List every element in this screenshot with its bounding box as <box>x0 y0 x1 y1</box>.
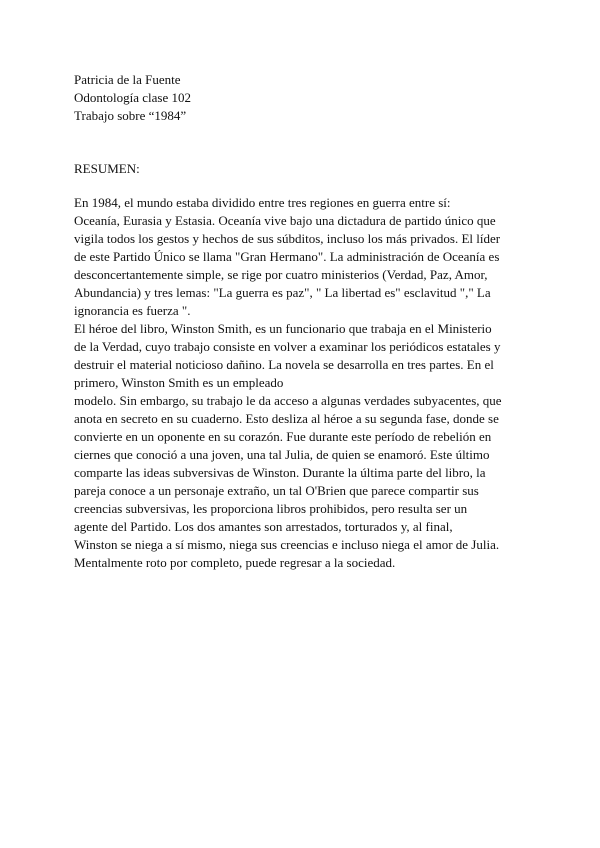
summary-line: vigila todos los gestos y hechos de sus súbditos, incluso los más privados. El líder <box>74 231 501 246</box>
summary-line: de este Partido Único se llama "Gran Hermano". La administración de Oceanía es <box>74 249 500 264</box>
summary-line: destruir el material noticioso dañino. La novela se desarrolla en tres partes. En el <box>74 357 494 372</box>
summary-line: En 1984, el mundo estaba dividido entre tres regiones en guerra entre sí: <box>74 195 451 210</box>
summary-line: Winston se niega a sí mismo, niega sus creencias e incluso niega el amor de Julia. <box>74 537 500 552</box>
course-name: Odontología clase 102 <box>74 90 191 105</box>
summary-line: comparte las ideas subversivas de Winston. Durante la última parte del libro, la <box>74 465 486 480</box>
summary-line: desconcertantemente simple, se rige por cuatro ministerios (Verdad, Paz, Amor, <box>74 267 488 282</box>
summary-body <box>74 194 530 572</box>
summary-line: creencias subversivas, les proporciona libros prohibidos, pero resulta ser un <box>74 501 468 516</box>
summary-line: Mentalmente roto por completo, puede regresar a la sociedad. <box>74 555 396 570</box>
summary-line: de la Verdad, cuyo trabajo consiste en volver a examinar los periódicos estatales y <box>74 339 501 354</box>
summary-line: modelo. Sin embargo, su trabajo le da acceso a algunas verdades subyacentes, que <box>74 393 502 408</box>
summary-line: agente del Partido. Los dos amantes son arrestados, torturados y, al final, <box>74 519 453 534</box>
summary-line: pareja conoce a un personaje extraño, un tal O'Brien que parece compartir sus <box>74 483 479 498</box>
summary-line: primero, Winston Smith es un empleado <box>74 375 284 390</box>
author-name: Patricia de la Fuente <box>74 72 181 87</box>
assignment-title: Trabajo sobre “1984” <box>74 108 187 123</box>
summary-line: convierte en un oponente en su corazón. Fue durante este período de rebelión en <box>74 429 492 444</box>
summary-line: El héroe del libro, Winston Smith, es un funcionario que trabaja en el Ministerio <box>74 321 492 336</box>
summary-line: ignorancia es fuerza ". <box>74 303 191 318</box>
document-header <box>74 71 191 125</box>
summary-line: anota en secreto en su cuaderno. Esto desliza al héroe a su segunda fase, donde se <box>74 411 499 426</box>
summary-line: Oceanía, Eurasia y Estasia. Oceanía vive bajo una dictadura de partido único que <box>74 213 496 228</box>
summary-line: ciernes que conoció a una joven, una tal Julia, de quien se enamoró. Este último <box>74 447 490 462</box>
summary-heading: RESUMEN: <box>74 161 140 176</box>
summary-line: Abundancia) y tres lemas: "La guerra es paz", " La libertad es" esclavitud "," La <box>74 285 491 300</box>
